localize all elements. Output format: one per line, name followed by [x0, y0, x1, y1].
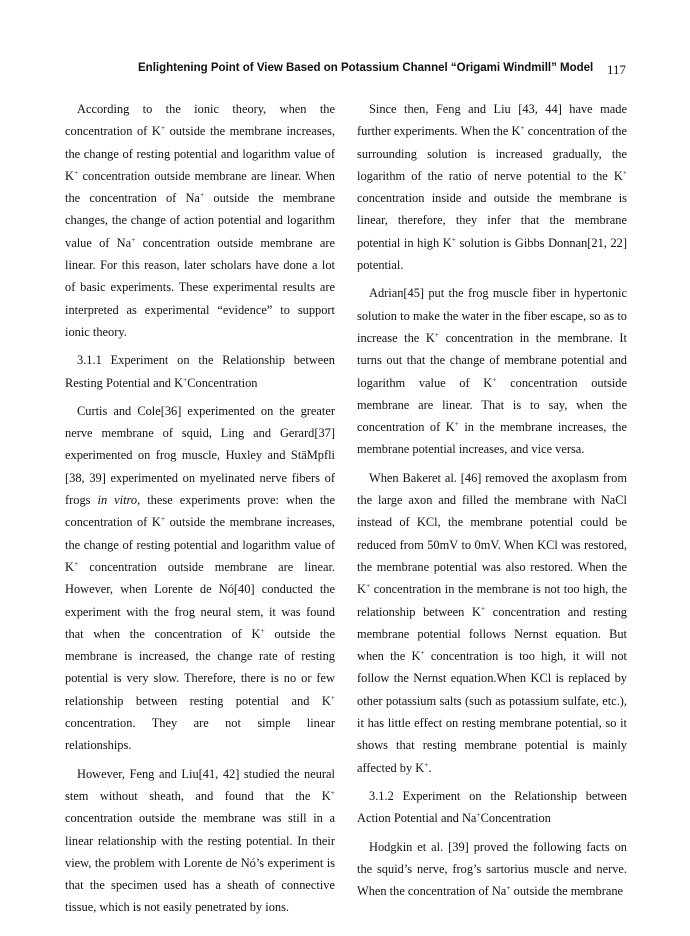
left-column: [65, 98, 335, 925]
paragraph-feng-liu-further: Since then, Feng and Liu [43, 44] have made further experiments. When the K+ concentration of the surrounding solution is increased gradually, the logarithm of the ratio of nerve potential to the K+ concentration inside and outside the membrane is linear, therefore, they infer that the membrane potential in high K+ solution is Gibbs Donnan[21, 22] potential.: [357, 102, 628, 273]
right-column: [357, 98, 627, 908]
paragraph-adrian: Adrian[45] put the frog muscle fiber in hypertonic solution to make the water in the fiber escape, so as to increase the K+ concentration in the membrane. It turns out that the change of membrane potential and logarithm value of K+ concentration outside membrane are linear. That is to say, when the concentration of K+ in the membrane increases, the membrane potential increases, and vice versa.: [357, 286, 627, 457]
paragraph-feng-liu-sheath: However, Feng and Liu[41, 42] studied the neural stem without sheath, and found that the K+ concentration outside the membrane was still in a linear relationship with the resting potential. In their view, the problem with Lorente de Nó’s experiment is that the specimen used has a sheath of connective tissue, which is not easily penetrated by ions.: [65, 766, 335, 915]
section-heading-3-1-2: 3.1.2 Experiment on the Relationship between Action Potential and Na+Concentration: [357, 788, 627, 826]
paragraph-curtis-cole: Curtis and Cole[36] experimented on the greater nerve membrane of squid, Ling and Gerard[37] experimented on frog muscle, Huxley and StäMpfli [38, 39] experimented on myelinated nerve fibers of frogs in vitro, these experiments prove: when the concentration of K+ outside the membrane increases, the change of resting potential and logarithm value of K+ concentration outside membrane are linear. However, when Lorente de Nó[40] conducted the experiment with the frog neural stem, it was found that when the concentration of K+ outside the membrane is increased, the change rate of resting potential is very slow. Therefore, there is no or few relationship between resting potential and K+ concentration. They are not simple linear relationships.: [65, 403, 335, 753]
running-title: Enlightening Point of View Based on Potassium Channel “Origami Windmill” Model: [138, 62, 594, 74]
running-header: [66, 62, 626, 82]
paragraph-hodgkin: Hodgkin et al. [39] proved the following facts on the squid’s nerve, frog’s sartorius muscle and nerve. When the concentration of Na+ outside the membrane: [357, 839, 627, 899]
paragraph-baker: When Bakeret al. [46] removed the axoplasm from the large axon and filled the membrane with NaCl instead of KCl, the membrane potential could be reduced from 50mV to 0mV. When KCl was restored, the membrane potential was also restored. When the K+ concentration in the membrane is not too high, the relationship between K+ concentration and resting membrane potential follows Nernst equation. But when the K+ concentration is too high, it will not follow the Nernst equation.When KCl is replaced by other potassium salts (such as potassium sulfate, etc.), it has little effect on resting membrane potential, so it shows that resting membrane potential is mainly affected by K+.: [357, 470, 627, 775]
section-heading-3-1-1: 3.1.1 Experiment on the Relationship between Resting Potential and K+Concentration: [65, 353, 335, 390]
paragraph-ionic-theory: According to the ionic theory, when the concentration of K+ outside the membrane increases, the change of resting potential and logarithm value of K+ concentration outside membrane are linear. When the concentration of Na+ outside the membrane changes, the change of action potential and logarithm value of Na+ concentration outside membrane are linear. For this reason, later scholars have done a lot of basic experiments. These experimental results are interpreted as experimental “evidence” to support ionic theory.: [65, 102, 335, 339]
page-number: 117: [606, 62, 626, 77]
